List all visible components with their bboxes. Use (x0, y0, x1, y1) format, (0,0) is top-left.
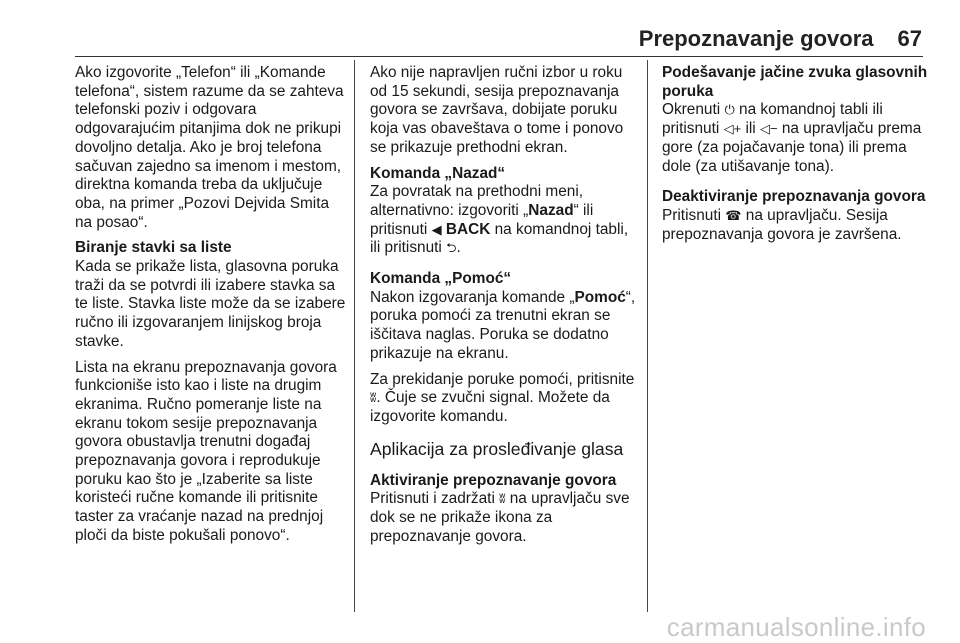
page-title: Prepoznavanje govora (638, 26, 874, 51)
paragraph-list-screen: Lista na ekranu prepoznavanja govora funkcioniše isto kao i liste na drugim ekranima. Ručno pomeranje liste na ekranu tokom sesije prepoznavanja govora obustavlja trenutni događaj prepoznavanja govora i reprodukuje poruku kao što je „Izaberite sa liste koristeći ručne komande ili pritisnite taster za vraćanje nazad na prednjoj ploči da biste pokušali ponovo“. (75, 358, 337, 544)
page-header (0, 26, 922, 52)
column-divider-1 (354, 60, 355, 612)
paragraph-timeout: Ako nije napravljen ručni izbor u roku od 15 sekundi, sesija prepoznavanja govora se završava, dobijate poruku koja vas obaveštava o tome i ponovo se prikazuje prethodni ekran. (370, 64, 624, 156)
voice-control-icon: ʬ (499, 491, 506, 507)
heading-volume-adjust: Podešavanje jačine zvuka glasovnih poruka (662, 64, 928, 100)
hang-up-icon: ☎ (725, 207, 742, 223)
return-icon: ⮌ (446, 240, 457, 256)
paragraph-activate-recognition: Pritisnuti i zadržati ʬ na upravljaču sve dok se ne prikaže ikona za prepoznavanje govora. (370, 490, 630, 545)
heading-back-command: Komanda „Nazad“ (370, 164, 506, 182)
watermark: carmanualsonline.info (666, 612, 926, 642)
paragraph-deactivate-recognition: Pritisnuti ☎ na upravljaču. Sesija prepoznavanja govora je završena. (662, 206, 902, 243)
back-arrow-icon: ◀ (431, 221, 442, 237)
heading-voice-passthrough: Aplikacija za prosleđivanje glasa (370, 438, 624, 459)
column-1 (75, 64, 347, 553)
volume-up-icon: ◁+ (723, 121, 742, 137)
paragraph-volume-adjust: Okrenuti ⏻ na komandnoj tabli ili pritisnuti ◁+ ili ◁− na upravljaču prema gore (za pojačavanje tona) ili prema dole (za utišavanje tona). (662, 101, 922, 175)
heading-list-selection: Biranje stavki sa liste (75, 239, 232, 257)
back-button-label: BACK (445, 220, 491, 238)
column-divider-2 (647, 60, 648, 612)
paragraph-help-command: Nakon izgovaranja komande „Pomoć“, poruka pomoći za trenutni ekran se iščitava naglas. Poruka se dodatno prikazuje na ekranu. (370, 288, 636, 362)
power-knob-icon: ⏻ (724, 102, 735, 118)
heading-activate-recognition: Aktiviranje prepoznavanje govora (370, 471, 617, 489)
voice-control-icon: ʬ (370, 390, 377, 406)
paragraph-interrupt-help: Za prekidanje poruke pomoći, pritisnite ʬ. Čuje se zvučni signal. Možete da izgovorite komandu. (370, 370, 635, 425)
column-2 (370, 64, 638, 553)
paragraph-list-selection: Kada se prikaže lista, glasovna poruka traži da se potvrdi ili izabere stavka sa te liste. Stavka liste može da se izabere ručno ili izgovaranjem linijskog broja stavke. (75, 258, 346, 350)
volume-down-icon: ◁− (760, 121, 778, 137)
paragraph-phone-command: Ako izgovorite „Telefon“ ili „Komande telefona“, sistem razume da se zahteva telefonski poziv i odgovara odgovarajućim pitanjima dok ne prikupi dovoljno detalja. Ako je broj telefona sačuvan zajedno sa imenom i mestom, direktna komanda treba da uključuje oba, na primer „Pozovi Dejvida Smita na posao“. (75, 64, 344, 231)
heading-help-command: Komanda „Pomoć“ (370, 270, 512, 288)
page-number: 67 (897, 26, 922, 51)
header-rule (75, 56, 923, 57)
paragraph-back-command: Za povratak na prethodni meni, alternativno: izgovoriti „Nazad“ ili pritisnuti ◀ BACK na komandnoj tabli, ili pritisnuti ⮌. (370, 183, 629, 257)
column-3 (662, 64, 930, 251)
heading-deactivate-recognition: Deaktiviranje prepoznavanja govora (662, 188, 926, 206)
